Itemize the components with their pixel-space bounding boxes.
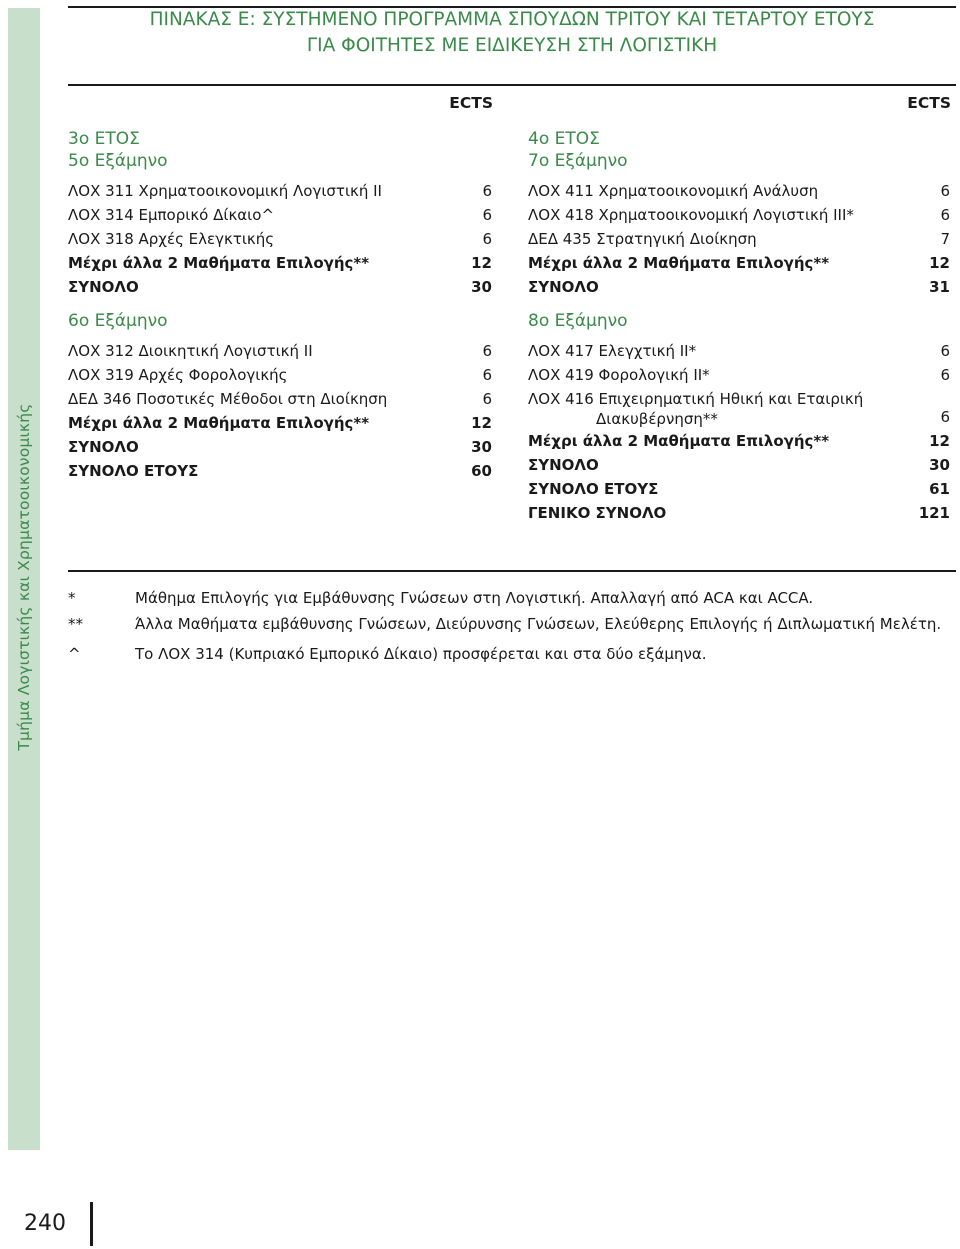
course-ects: 12 (929, 432, 950, 450)
footnote-mark: * (68, 589, 76, 607)
page-title-line-1: ΠΙΝΑΚΑΣ Ε: ΣΥΣΤΗΜΕΝΟ ΠΡΟΓΡΑΜΜΑ ΣΠΟΥΔΩΝ ΤΡΙΤΟΥ ΚΑΙ ΤΕΤΑΡΤΟΥ ΕΤΟΥΣ (149, 9, 875, 30)
ects-header-left: ECTS (449, 94, 493, 112)
total-value: 61 (929, 480, 950, 498)
course-row (528, 179, 950, 203)
course-name: ΛΟΧ 417 Ελεγχτική ΙΙ* (528, 342, 697, 360)
course-ects: 12 (471, 254, 492, 272)
total-value: 121 (918, 504, 950, 522)
page-title-line-2: ΓΙΑ ΦΟΙΤΗΤΕΣ ΜΕ ΕΙΔΙΚΕΥΣΗ ΣΤΗ ΛΟΓΙΣΤΙΚΗ (306, 35, 718, 56)
course-row (528, 203, 950, 227)
course-ects: 6 (482, 366, 492, 384)
course-ects: 6 (940, 366, 950, 384)
elective-row (68, 411, 492, 435)
course-name: Μέχρι άλλα 2 Μαθήματα Επιλογής** (528, 254, 830, 272)
footnote-text: Άλλα Μαθήματα εμβάθυνσης Γνώσεων, Διεύρυνσης Γνώσεων, Ελεύθερης Επιλογής ή Διπλωματική Μελέτη. (135, 615, 942, 633)
total-value: 30 (471, 278, 492, 296)
footnote (68, 612, 948, 638)
total-label: ΓΕΝΙΚΟ ΣΥΝΟΛΟ (528, 504, 667, 522)
course-ects: 6 (482, 390, 492, 408)
total-value: 30 (929, 456, 950, 474)
fourth-year-column (528, 128, 950, 525)
course-row (528, 387, 950, 429)
course-ects: 7 (940, 230, 950, 248)
course-ects: 6 (940, 206, 950, 224)
elective-row (68, 251, 492, 275)
course-row (68, 339, 492, 363)
total-row (528, 275, 950, 299)
course-ects: 12 (471, 414, 492, 432)
course-ects: 6 (482, 342, 492, 360)
total-row (68, 275, 492, 299)
course-name: ΛΟΧ 411 Χρηματοοικονομική Ανάλυση (528, 182, 819, 200)
footnote (68, 642, 948, 668)
course-name: Μέχρι άλλα 2 Μαθήματα Επιλογής** (68, 414, 370, 432)
semester-heading: 6ο Εξάμηνο (68, 311, 168, 331)
course-ects: 6 (482, 206, 492, 224)
footnote-mark: ** (68, 615, 83, 633)
elective-row (528, 429, 950, 453)
course-name: ΛΟΧ 314 Εμπορικό Δίκαιο^ (68, 206, 275, 224)
course-name: ΛΟΧ 419 Φορολογική ΙΙ* (528, 366, 710, 384)
course-row (68, 387, 492, 411)
course-ects: 6 (940, 182, 950, 200)
course-name: ΛΟΧ 319 Αρχές Φορολογικής (68, 366, 288, 384)
course-name: ΛΟΧ 312 Διοικητική Λογιστική ΙΙ (68, 342, 313, 360)
header-rule (68, 84, 956, 86)
course-name: ΔΕΔ 435 Στρατηγική Διοίκηση (528, 230, 757, 248)
course-row (68, 179, 492, 203)
course-name (528, 389, 863, 429)
total-label: ΣΥΝΟΛΟ (68, 438, 139, 456)
course-row (68, 227, 492, 251)
course-ects: 6 (482, 182, 492, 200)
course-name-line-1: ΛΟΧ 416 Επιχειρηματική Ηθική και Εταιρική (528, 390, 864, 408)
course-name-line-2: Διακυβέρνηση** (596, 410, 718, 428)
total-value: 60 (471, 462, 492, 480)
year-total-row (528, 477, 950, 501)
course-ects: 12 (929, 254, 950, 272)
total-label: ΣΥΝΟΛΟ (68, 278, 139, 296)
page-number-bar (90, 1202, 93, 1246)
third-year-column (68, 128, 492, 483)
course-name: ΛΟΧ 318 Αρχές Ελεγκτικής (68, 230, 275, 248)
semester-heading: 7ο Εξάμηνο (528, 151, 628, 171)
semester-heading: 8ο Εξάμηνο (528, 311, 628, 331)
course-row (68, 363, 492, 387)
course-ects: 6 (940, 408, 950, 426)
department-label: Τμήμα Λογιστικής και Χρηματοοικονομικής (15, 403, 33, 751)
total-row (68, 435, 492, 459)
footnote-text: Μάθημα Επιλογής για Εμβάθυνσης Γνώσεων στη Λογιστική. Απαλλαγή από ACA και ACCA. (135, 589, 814, 607)
course-row (68, 203, 492, 227)
total-value: 30 (471, 438, 492, 456)
course-ects: 6 (482, 230, 492, 248)
course-row (528, 227, 950, 251)
page-number: 240 (24, 1211, 66, 1236)
course-name: ΔΕΔ 346 Ποσοτικές Μέθοδοι στη Διοίκηση (68, 390, 388, 408)
footnote-text: Το ΛΟΧ 314 (Κυπριακό Εμπορικό Δίκαιο) προσφέρεται και στα δύο εξάμηνα. (135, 645, 707, 663)
course-row (528, 363, 950, 387)
course-ects: 6 (940, 342, 950, 360)
elective-row (528, 251, 950, 275)
total-label: ΣΥΝΟΛΟ ΕΤΟΥΣ (68, 462, 199, 480)
course-name: Μέχρι άλλα 2 Μαθήματα Επιλογής** (528, 432, 830, 450)
year-heading: 3ο ΕΤΟΣ (68, 129, 140, 149)
footnotes (68, 586, 948, 668)
course-name: Μέχρι άλλα 2 Μαθήματα Επιλογής** (68, 254, 370, 272)
ects-header-right: ECTS (907, 94, 951, 112)
total-value: 31 (929, 278, 950, 296)
semester-heading: 5ο Εξάμηνο (68, 151, 168, 171)
total-label: ΣΥΝΟΛΟ ΕΤΟΥΣ (528, 480, 659, 498)
footnote (68, 586, 948, 612)
total-label: ΣΥΝΟΛΟ (528, 456, 599, 474)
total-label: ΣΥΝΟΛΟ (528, 278, 599, 296)
year-heading: 4ο ΕΤΟΣ (528, 129, 600, 149)
course-row (528, 339, 950, 363)
course-name: ΛΟΧ 311 Χρηματοοικονομική Λογιστική ΙΙ (68, 182, 382, 200)
total-row (528, 453, 950, 477)
notes-rule (68, 570, 956, 572)
footnote-mark: ^ (68, 645, 81, 663)
grand-total-row (528, 501, 950, 525)
course-name: ΛΟΧ 418 Χρηματοοικονομική Λογιστική ΙΙΙ* (528, 206, 854, 224)
year-total-row (68, 459, 492, 483)
